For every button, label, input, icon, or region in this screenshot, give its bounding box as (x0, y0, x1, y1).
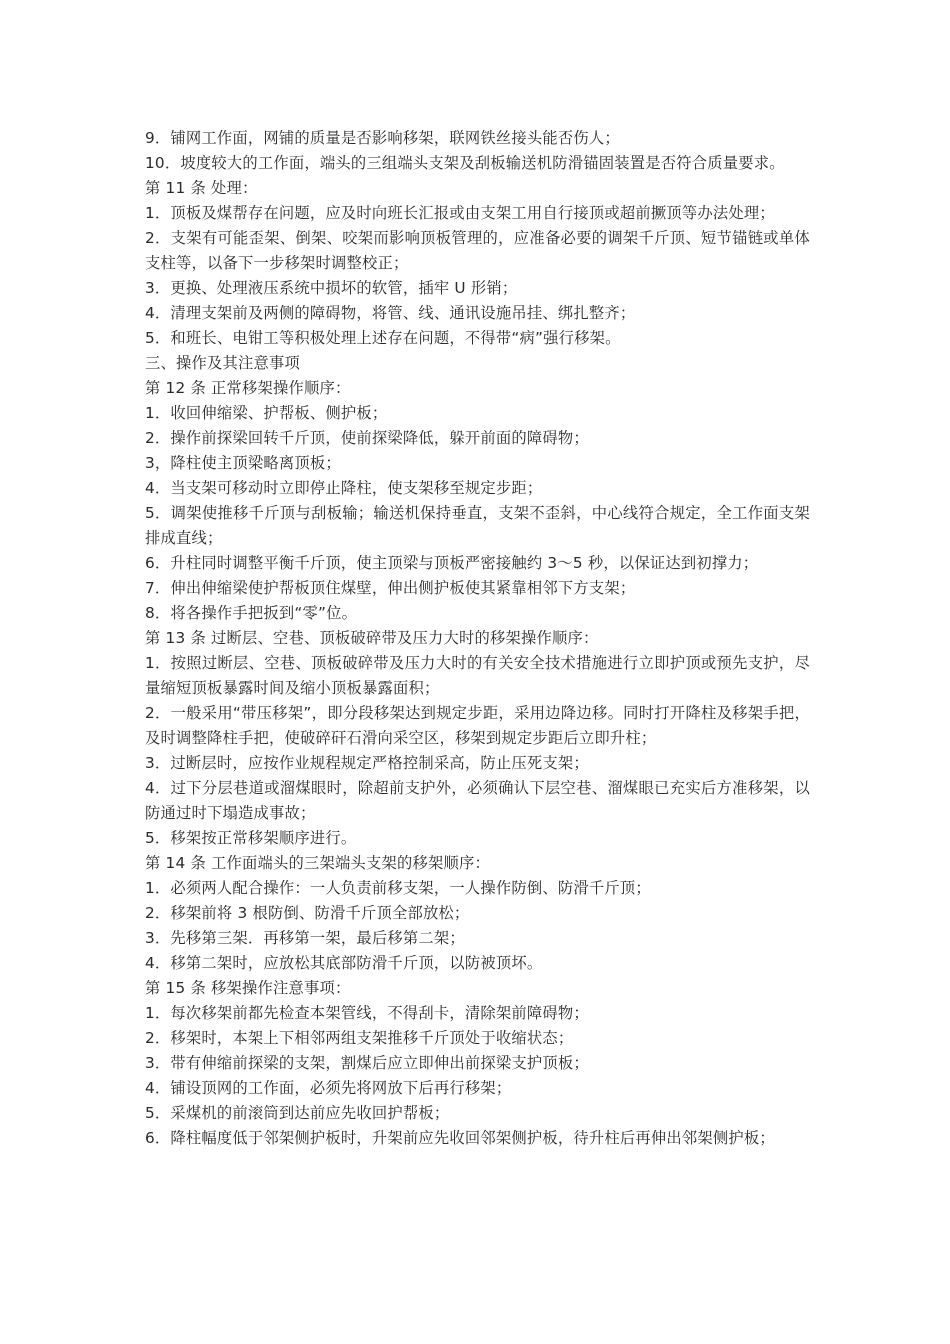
text-line: 10．坡度较大的工作面，端头的三组端头支架及刮板输送机防滑锚固装置是否符合质量要求。 (145, 154, 785, 172)
text-line: 4．清理支架前及两侧的障碍物，将管、线、通讯设施吊挂、绑扎整齐； (145, 304, 636, 322)
text-line: 1．顶板及煤帮存在问题，应及时向班长汇报或由支架工用自行接顶或超前撅顶等办法处理； (145, 204, 775, 222)
document-body (145, 126, 810, 1151)
section-heading: 第 14 条 工作面端头的三架端头支架的移架顺序： (145, 854, 490, 872)
text-line: 7．伸出伸缩梁使护帮板顶住煤壁，伸出侧护板使其紧靠相邻下方支架； (145, 579, 636, 597)
text-line: 2．移架时，本架上下相邻两组支架推移千斤顶处于收缩状态； (145, 1029, 574, 1047)
text-line: 3．带有伸缩前探梁的支架，割煤后应立即伸出前探梁支护顶板； (145, 1054, 589, 1072)
text-line: 5．移架按正常移架顺序进行。 (145, 829, 357, 847)
section-heading: 第 13 条 过断层、空巷、顶板破碎带及压力大时的移架操作顺序： (145, 629, 599, 647)
text-line: 4．移第二架时，应放松其底部防滑千斤顶，以防被顶坏。 (145, 954, 543, 972)
text-line: 4．铺设顶网的工作面，必须先将网放下后再行移架； (145, 1079, 512, 1097)
text-line: 2．移架前将 3 根防倒、防滑千斤顶全部放松； (145, 904, 470, 922)
text-line: 8．将各操作手把扳到“零”位。 (145, 604, 358, 622)
text-line: 1．收回伸缩梁、护帮板、侧护板； (145, 404, 388, 422)
text-line: 2．一般采用“带压移架”，即分段移架达到规定步距，采用边降边移。同时打开降柱及移架手把，及时调整降柱手把，使破碎矸石滑向采空区，移架到规定步距后立即升柱； (145, 704, 810, 747)
text-line: 5．采煤机的前滚筒到达前应先收回护帮板； (145, 1104, 450, 1122)
text-line: 5．调架使推移千斤顶与刮板输；输送机保持垂直，支架不歪斜，中心线符合规定，全工作面支架排成直线； (145, 504, 810, 547)
text-line: 1．按照过断层、空巷、顶板破碎带及压力大时的有关安全技术措施进行立即护顶或预先支护，尽量缩短顶板暴露时间及缩小顶板暴露面积； (145, 654, 810, 697)
text-line: 1．必须两人配合操作：一人负责前移支架，一人操作防倒、防滑千斤顶； (145, 879, 651, 897)
text-line: 5．和班长、电钳工等积极处理上述存在问题，不得带“病”强行移架。 (145, 329, 621, 347)
text-line: 4．过下分层巷道或溜煤眼时，除超前支护外，必须确认下层空巷、溜煤眼已充实后方准移架，以防通过时下塌造成事故； (145, 779, 810, 822)
text-line: 1．每次移架前都先检查本架管线，不得刮卡，清除架前障碍物； (145, 1004, 589, 1022)
section-heading: 第 11 条 处理： (145, 179, 258, 197)
section-heading: 第 12 条 正常移架操作顺序： (145, 379, 351, 397)
text-line: 4．当支架可移动时立即停止降柱，使支架移至规定步距； (145, 479, 543, 497)
section-heading: 第 15 条 移架操作注意事项： (145, 979, 351, 997)
text-line: 9．铺网工作面，网铺的质量是否影响移架，联网铁丝接头能否伤人； (145, 129, 620, 147)
text-line: 2．支架有可能歪架、倒架、咬架而影响顶板管理的，应准备必要的调架千斤顶、短节锚链或单体支柱等，以备下一步移架时调整校正； (145, 229, 810, 272)
text-line: 3．过断层时，应按作业规程规定严格控制采高，防止压死支架； (145, 754, 589, 772)
text-line: 6．降柱幅度低于邻架侧护板时，升架前应先收回邻架侧护板，待升柱后再伸出邻架侧护板； (145, 1129, 775, 1147)
text-line: 3．先移第三架．再移第一架，最后移第二架； (145, 929, 465, 947)
chapter-heading: 三、操作及其注意事项 (145, 354, 300, 372)
text-line: 3，降柱使主顶梁略离顶板； (145, 454, 341, 472)
text-line: 6．升柱同时调整平衡千斤顶，使主顶梁与顶板严密接触约 3～5 秒，以保证达到初撑力； (145, 554, 759, 572)
text-line: 3．更换、处理液压系统中损坏的软管，插牢 U 形销； (145, 279, 518, 297)
text-line: 2．操作前探梁回转千斤顶，使前探梁降低，躲开前面的障碍物； (145, 429, 589, 447)
